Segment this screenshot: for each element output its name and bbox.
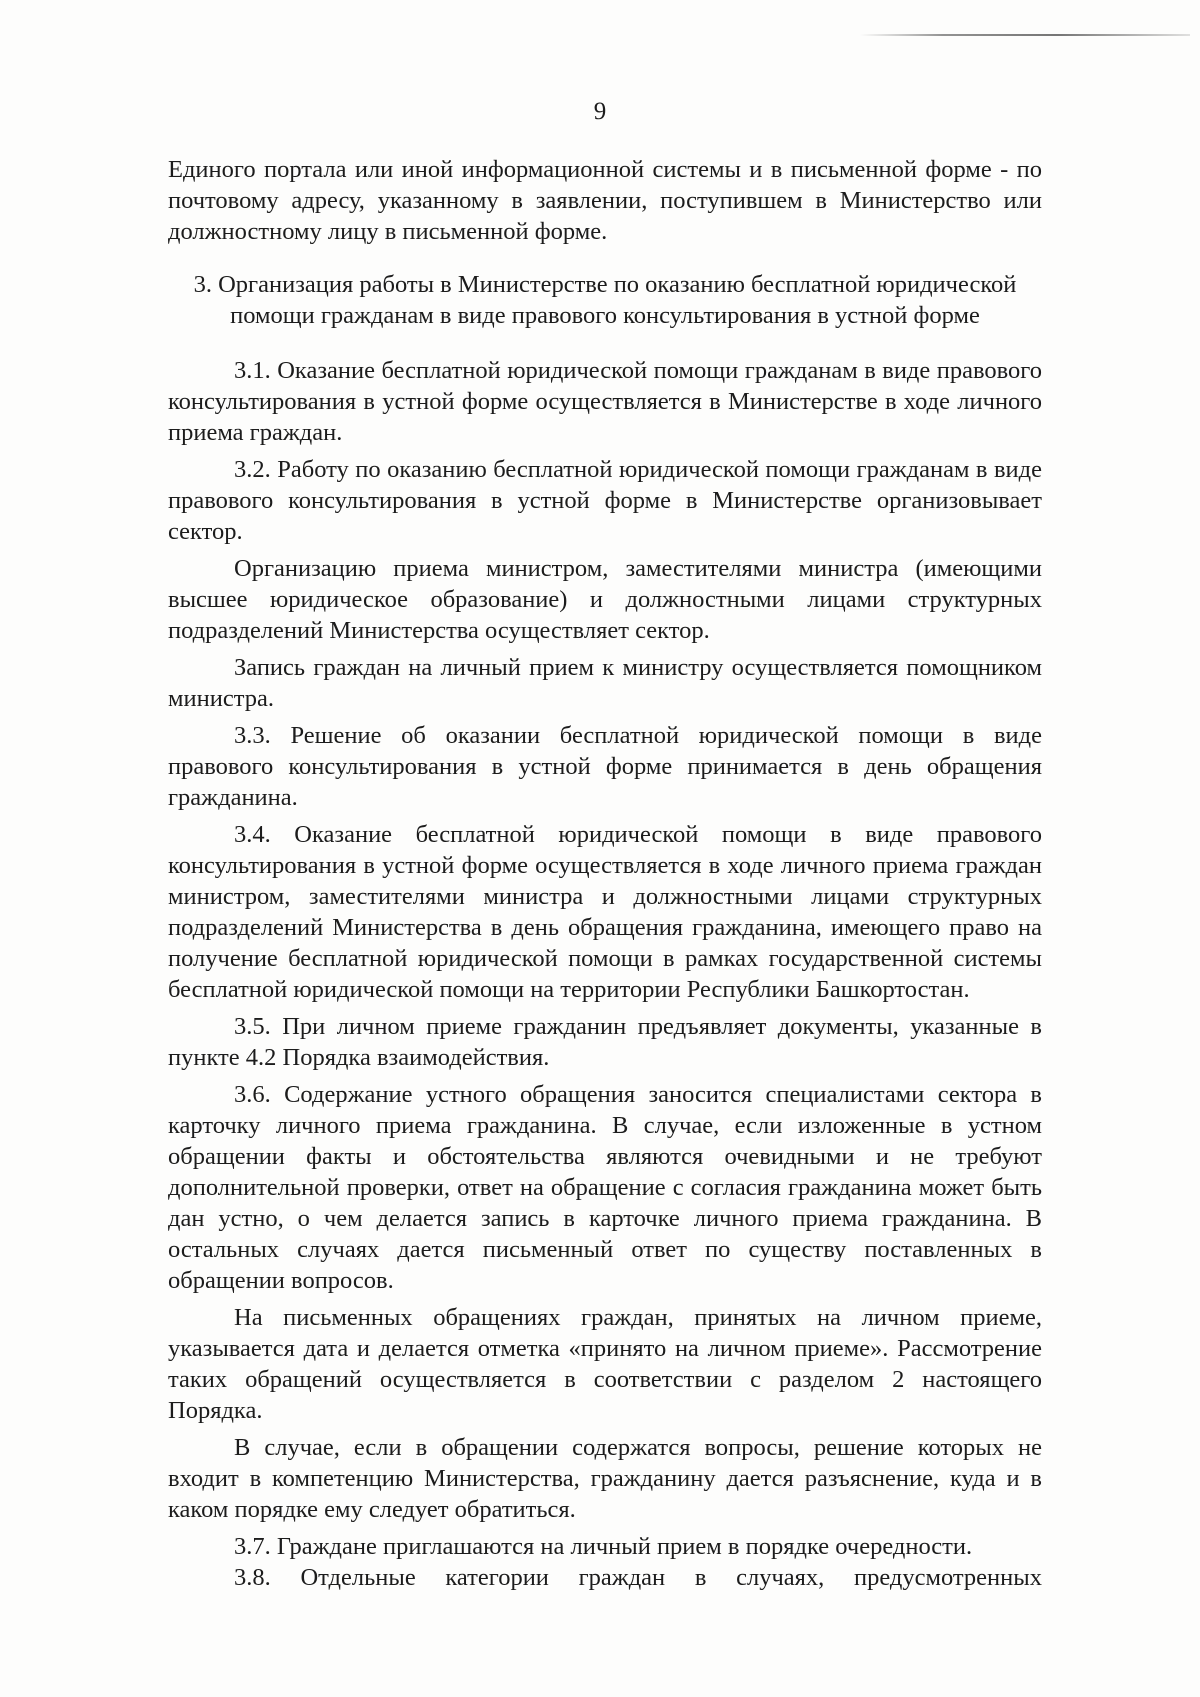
paragraph-competence: В случае, если в обращении содержатся вопросы, решение которых не входит в компетенцию Министерства, гражданину дается разъяснение, куда и в каком порядке ему следует обратиться. — [168, 1434, 1042, 1523]
paragraph-3-4: 3.4. Оказание бесплатной юридической помощи в виде правового консультирования в устной форме осуществляется в ходе личного приема граждан министром, заместителями министра и должностными лицами структурных подразделений Министерства в день обращения гражданина, имеющего право на получение бесплатной юридической помощи в рамках государственной системы бесплатной юридической помощи на территории Республики Башкортостан. — [168, 821, 1042, 1003]
scan-artifact-line — [860, 34, 1190, 36]
document-body — [168, 154, 1042, 1593]
paragraph-3-8: 3.8. Отдельные категории граждан в случаях, предусмотренных — [234, 1564, 1042, 1591]
paragraph-minister-appointment: Запись граждан на личный прием к министру осуществляется помощником министра. — [168, 654, 1042, 712]
paragraph-3-6: 3.6. Содержание устного обращения заносится специалистами сектора в карточку личного приема гражданина. В случае, если изложенные в устном обращении факты и обстоятельства являются очевидными и не требуют дополнительной проверки, ответ на обращение с согласия гражданина может быть дан устно, о чем делается запись в карточке личного приема гражданина. В остальных случаях дается письменный ответ по существу поставленных в обращении вопросов. — [168, 1081, 1042, 1294]
section-heading — [168, 269, 1042, 331]
paragraph-3-1: 3.1. Оказание бесплатной юридической помощи гражданам в виде правового консультирования в устной форме осуществляется в Министерстве в ходе личного приема граждан. — [168, 357, 1042, 446]
paragraph-reception-organization: Организацию приема министром, заместителями министра (имеющими высшее юридическое образование) и должностными лицами структурных подразделений Министерства осуществляет сектор. — [168, 555, 1042, 644]
paragraph-written-appeals: На письменных обращениях граждан, принятых на личном приеме, указывается дата и делается отметка «принято на личном приеме». Рассмотрение таких обращений осуществляется в соответствии с разделом 2 настоящего Порядка. — [168, 1304, 1042, 1424]
section-heading-line-2: помощи гражданам в виде правового консультирования в устной форме — [230, 302, 980, 329]
paragraph-3-7: 3.7. Граждане приглашаются на личный прием в порядке очередности. — [234, 1533, 973, 1560]
page-number: 9 — [593, 98, 607, 125]
paragraph-3-3: 3.3. Решение об оказании бесплатной юридической помощи в виде правового консультирования в устной форме принимается в день обращения гражданина. — [168, 722, 1042, 811]
intro-paragraph: Единого портала или иной информационной системы и в письменной форме - по почтовому адресу, указанному в заявлении, поступившем в Министерство или должностному лицу в письменной форме. — [168, 156, 1042, 245]
paragraph-3-5: 3.5. При личном приеме гражданин предъявляет документы, указанные в пункте 4.2 Порядка взаимодействия. — [168, 1013, 1042, 1071]
paragraph-3-2: 3.2. Работу по оказанию бесплатной юридической помощи гражданам в виде правового консультирования в устной форме в Министерстве организовывает сектор. — [168, 456, 1042, 545]
section-heading-line-1: 3. Организация работы в Министерстве по оказанию бесплатной юридической — [193, 271, 1017, 298]
